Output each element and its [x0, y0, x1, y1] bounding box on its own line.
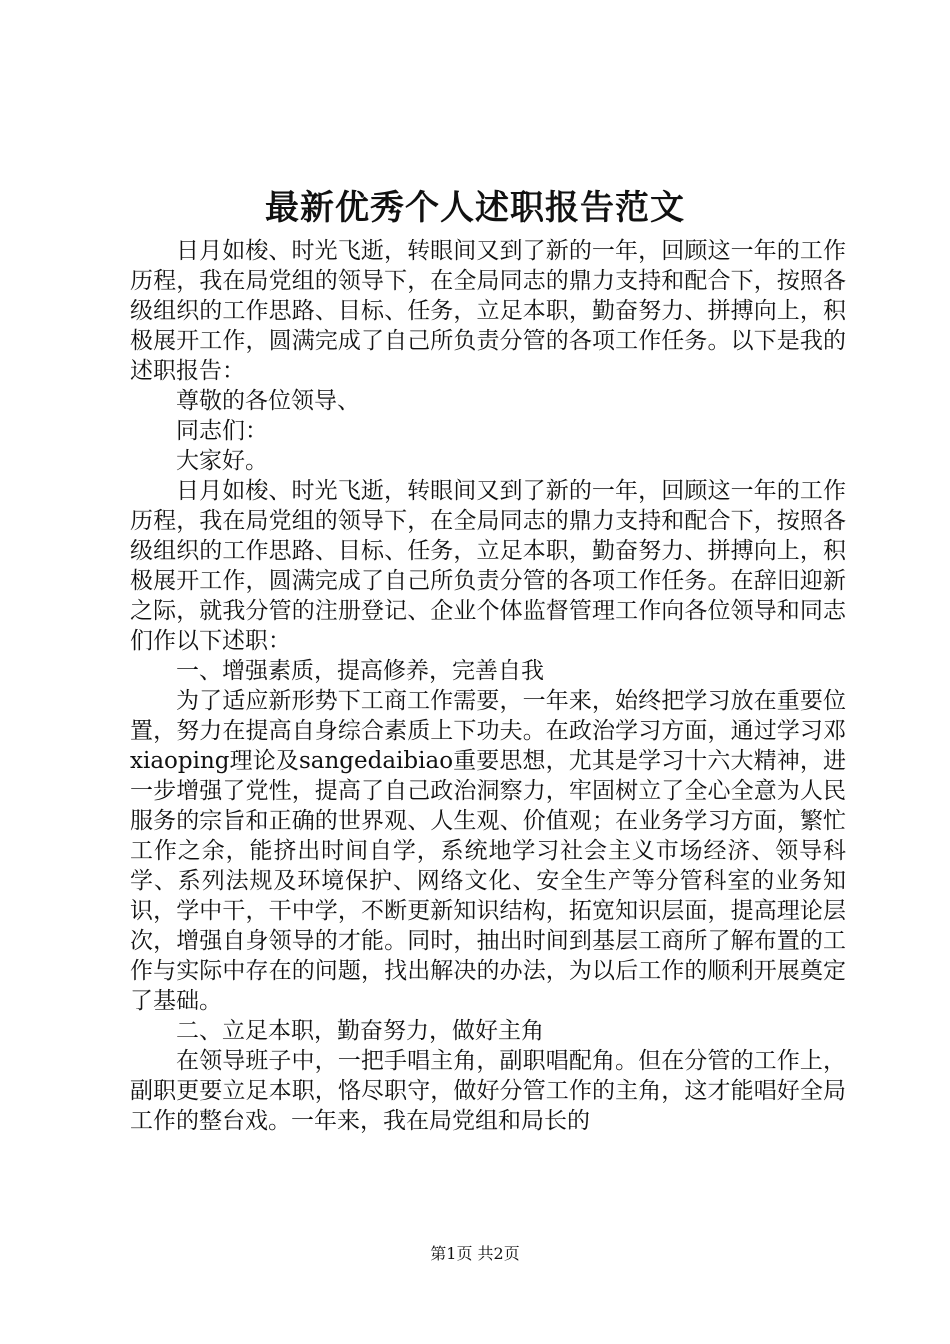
paragraph-salutation-leaders: 尊敬的各位领导、 — [176, 388, 360, 414]
document-title: 最新优秀个人述职报告范文 — [265, 188, 685, 228]
paragraph-section-1: 为了适应新形势下工商工作需要，一年来，始终把学习放在重要位置，努力在提高自身综合素质上下功夫。在政治学习方面，通过学习邓xiaoping理论及sangedaibiao重要思想，尤其是学习十六大精神，进一步增强了党性，提高了自己政治洞察力，牢固树立了全心全意为人民服务的宗旨和正确的世界观、人生观、价值观；在业务学习方面，繁忙工作之余，能挤出时间自学，系统地学习社会主义市场经济、领导科学、系列法规及环境保护、网络文化、安全生产等分管科室的业务知识，学中干，干中学，不断更新知识结构，拓宽知识层面，提高理论层次，增强自身领导的才能。同时，抽出时间到基层工商所了解布置的工作与实际中存在的问题，找出解决的办法，为以后工作的顺利开展奠定了基础。 — [130, 688, 846, 1014]
paragraph-greeting: 大家好。 — [176, 448, 268, 474]
section-heading-1: 一、增强素质，提高修养，完善自我 — [176, 658, 544, 684]
paragraph-overview: 日月如梭、时光飞逝，转眼间又到了新的一年，回顾这一年的工作历程，我在局党组的领导下，在全局同志的鼎力支持和配合下，按照各级组织的工作思路、目标、任务，立足本职，勤奋努力、拼搏向上，积极展开工作，圆满完成了自己所负责分管的各项工作任务。在辞旧迎新之际，就我分管的注册登记、企业个体监督管理工作向各位领导和同志们作以下述职： — [130, 478, 846, 654]
paragraph-section-2: 在领导班子中，一把手唱主角，副职唱配角。但在分管的工作上，副职更要立足本职，恪尽职守，做好分管工作的主角，这才能唱好全局工作的整台戏。一年来，我在局党组和局长的 — [130, 1048, 846, 1134]
paragraph-salutation-comrades: 同志们： — [176, 418, 268, 444]
document-body — [130, 236, 846, 1136]
paragraph-intro: 日月如梭、时光飞逝，转眼间又到了新的一年，回顾这一年的工作历程，我在局党组的领导下，在全局同志的鼎力支持和配合下，按照各级组织的工作思路、目标、任务，立足本职，勤奋努力、拼搏向上，积极展开工作，圆满完成了自己所负责分管的各项工作任务。以下是我的述职报告： — [130, 238, 846, 384]
section-heading-2: 二、立足本职，勤奋努力，做好主角 — [176, 1018, 544, 1044]
page-number-footer: 第1页 共2页 — [430, 1244, 520, 1263]
